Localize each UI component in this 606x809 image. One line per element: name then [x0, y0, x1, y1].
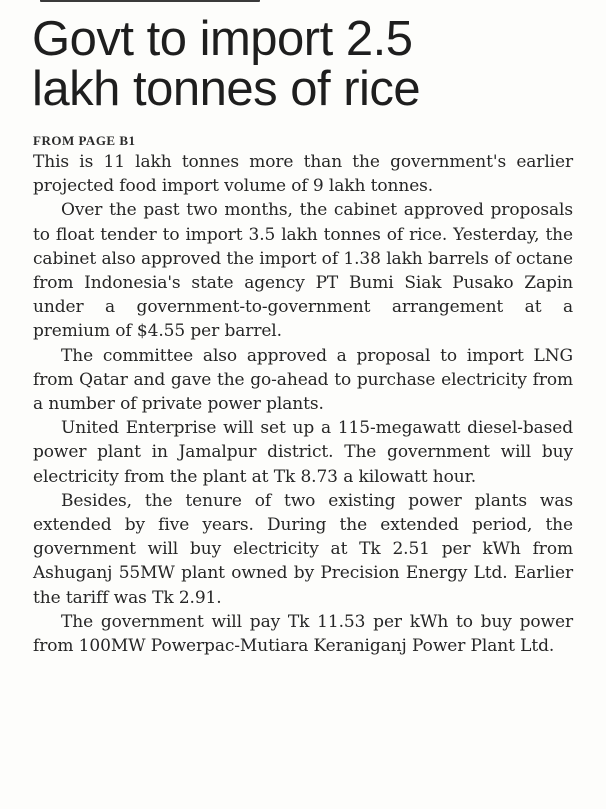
paragraph-4: United Enterprise will set up a 115-megawatt diesel-based power plant in Jamalpur district. The government will buy electricity from the plant at Tk 8.73 a kilowatt hour.	[33, 418, 573, 487]
headline-line-1: Govt to import 2.5	[32, 12, 413, 66]
cut-off-heading-fragment	[40, 0, 260, 2]
headline-line-2: lakh tonnes of rice	[32, 62, 421, 116]
paragraph-3: The committee also approved a proposal to import LNG from Qatar and gave the go-ahead to purchase electricity from a number of private power plants.	[33, 345, 573, 415]
headline	[32, 14, 592, 114]
jump-label: FROM PAGE B1	[33, 133, 136, 148]
article-body	[33, 132, 573, 658]
paragraph-2: Over the past two months, the cabinet approved proposals to float tender to import 3.5 lakh tonnes of rice. Yesterday, the cabinet also approved the import of 1.38 lakh barrels of octane from Indonesia's state agency PT Bumi Siak Pusako Zapin under a government-to-government arrangement at a premium of $4.55 per barrel.	[33, 200, 573, 342]
paragraph-5: Besides, the tenure of two existing power plants was extended by five years. During the extended period, the government will buy electricity at Tk 2.51 per kWh from Ashuganj 55MW plant owned by Precision Energy Ltd. Earlier the tariff was Tk 2.91.	[33, 490, 573, 608]
paragraph-1: This is 11 lakh tonnes more than the government's earlier projected food import volume of 9 lakh tonnes.	[33, 152, 573, 197]
paragraph-6: The government will pay Tk 11.53 per kWh to buy power from 100MW Powerpac-Mutiara Keraniganj Power Plant Ltd.	[33, 611, 573, 657]
